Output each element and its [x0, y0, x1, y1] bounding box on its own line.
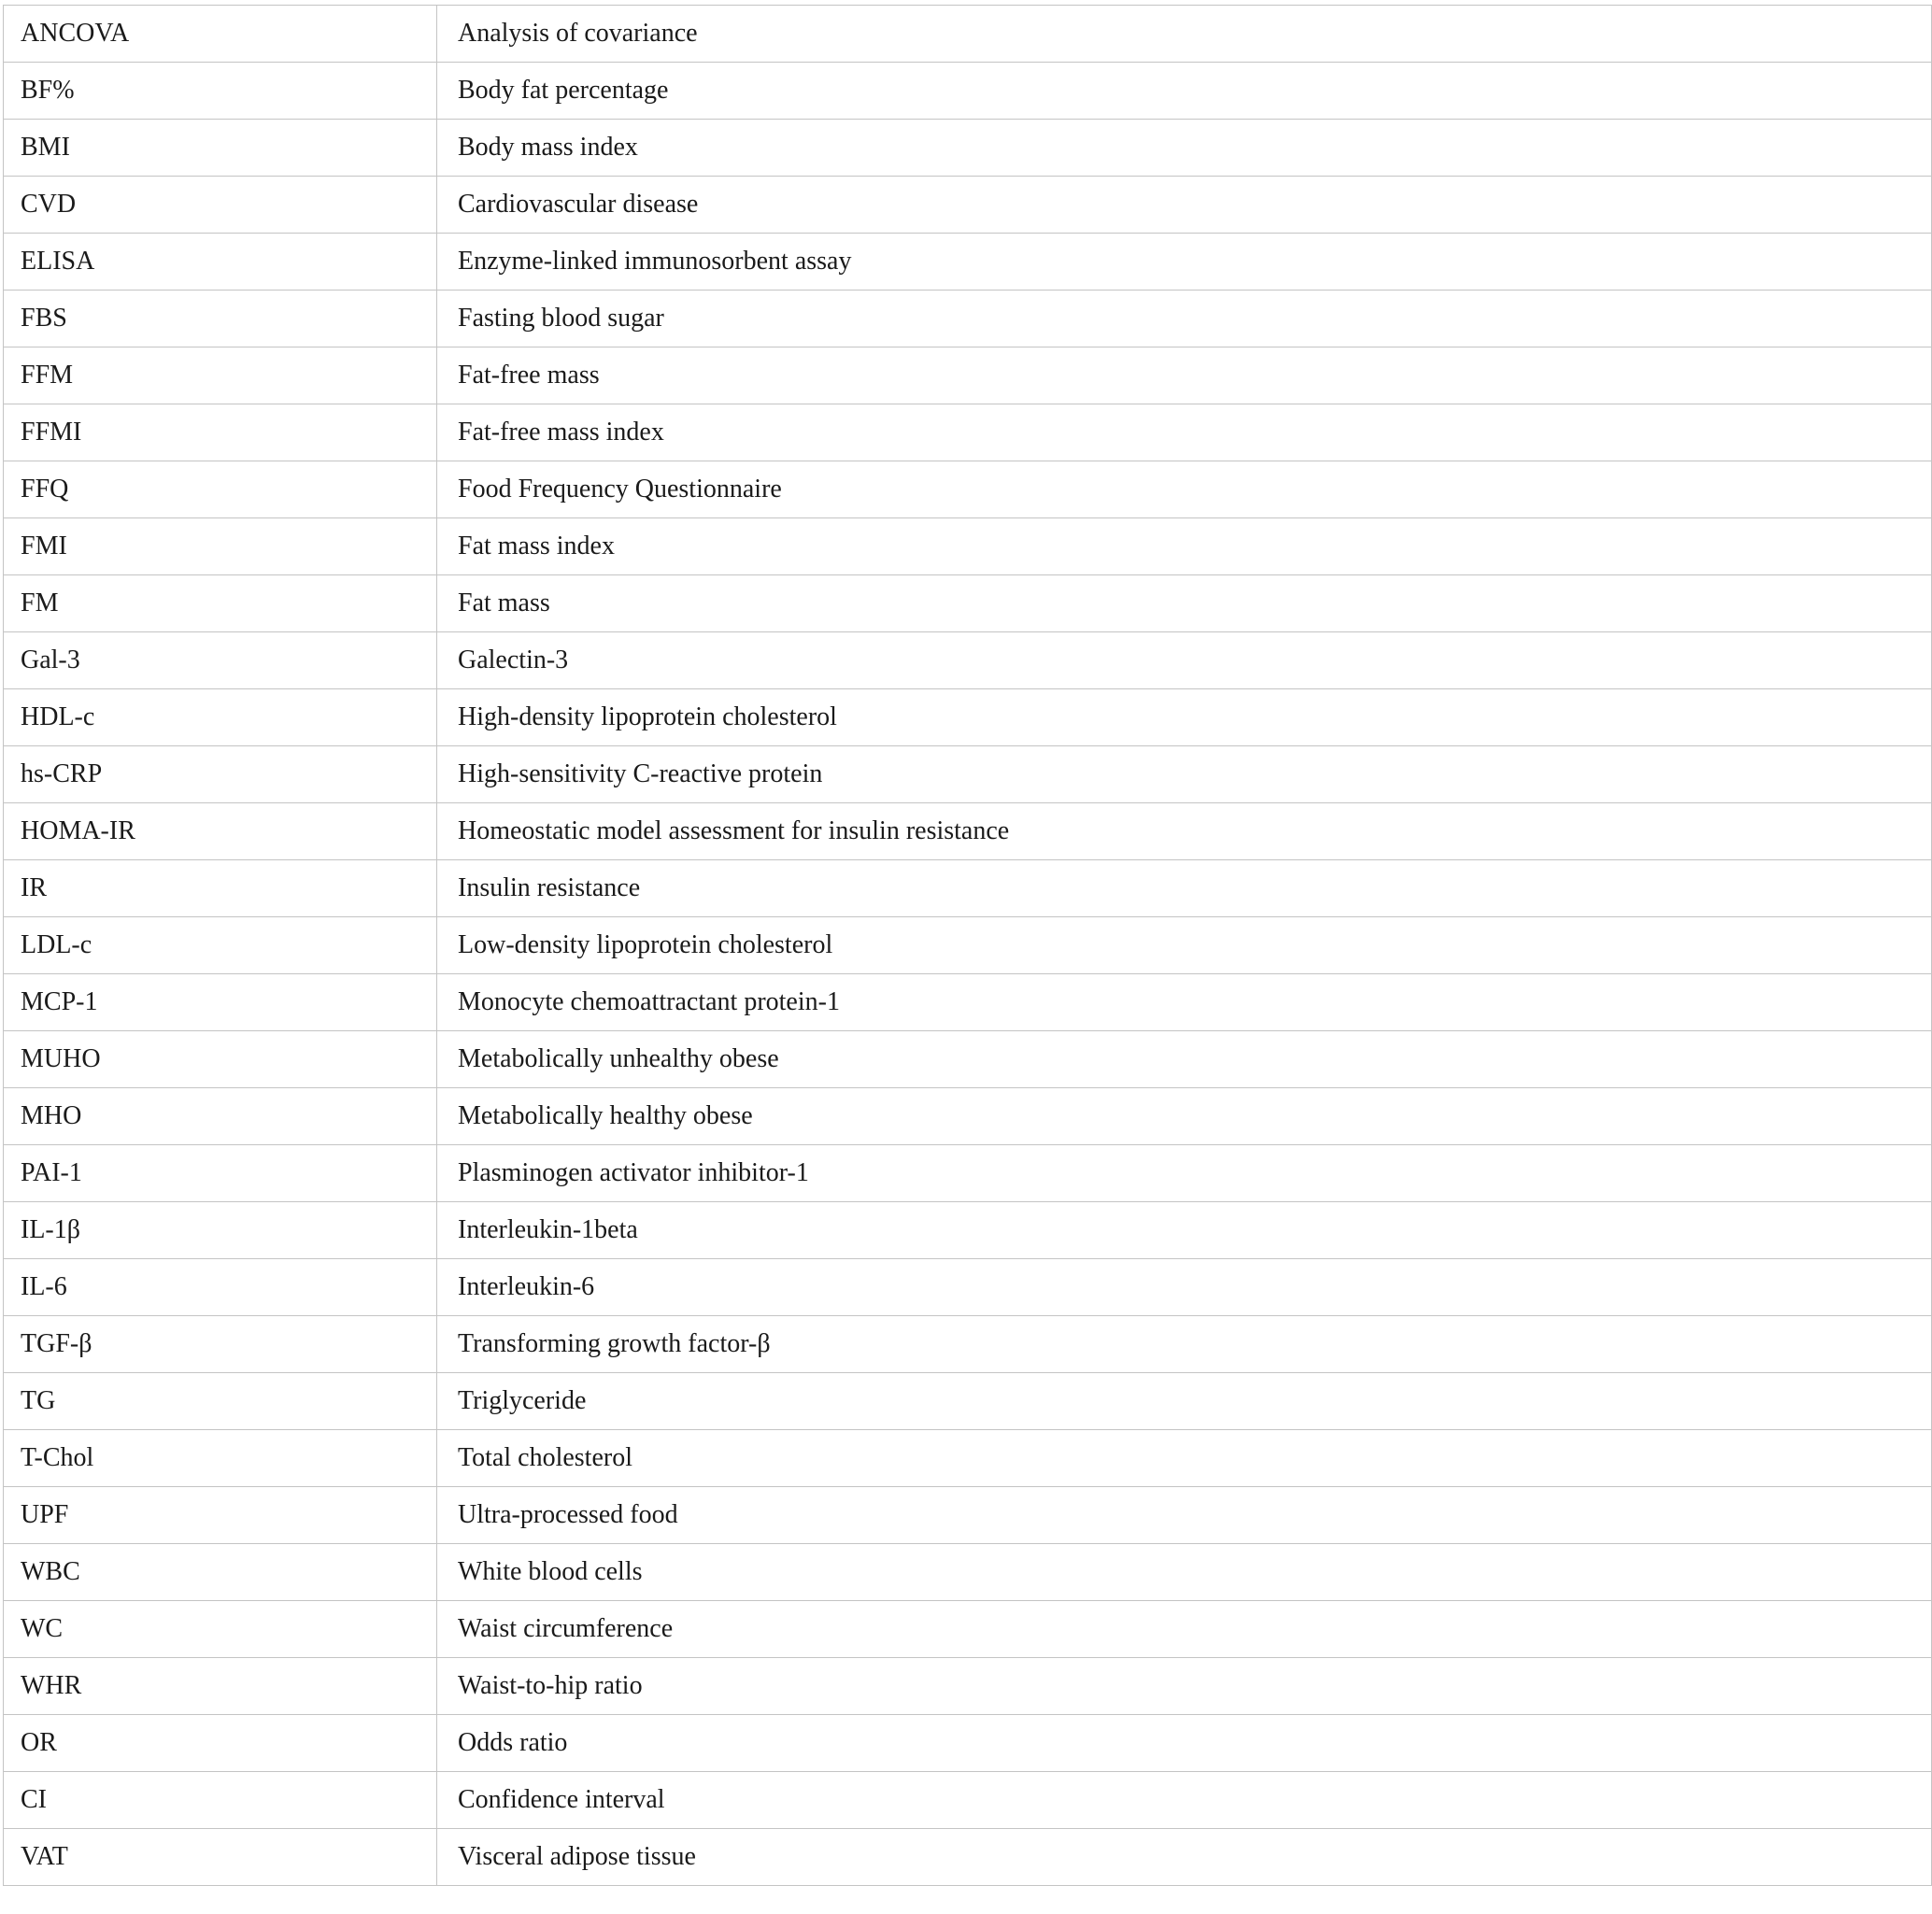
definition-cell: Cardiovascular disease	[437, 177, 1932, 234]
definition-cell: White blood cells	[437, 1544, 1932, 1601]
definition-cell: Confidence interval	[437, 1772, 1932, 1829]
definition-cell: Fat-free mass index	[437, 404, 1932, 461]
definition-cell: Triglyceride	[437, 1373, 1932, 1430]
table-row	[4, 1088, 1932, 1145]
abbreviation-cell: IR	[4, 860, 437, 917]
definition-cell: Odds ratio	[437, 1715, 1932, 1772]
table-row	[4, 1487, 1932, 1544]
abbreviation-cell: CVD	[4, 177, 437, 234]
abbreviation-cell: ELISA	[4, 234, 437, 291]
table-row	[4, 120, 1932, 177]
table-row	[4, 461, 1932, 518]
abbreviation-cell: ANCOVA	[4, 6, 437, 63]
table-row	[4, 518, 1932, 575]
table-row	[4, 404, 1932, 461]
definition-cell: Fat mass index	[437, 518, 1932, 575]
table-row	[4, 347, 1932, 404]
definition-cell: Metabolically unhealthy obese	[437, 1031, 1932, 1088]
abbreviation-cell: hs-CRP	[4, 746, 437, 803]
abbreviation-cell: BMI	[4, 120, 437, 177]
definition-cell: Interleukin-1beta	[437, 1202, 1932, 1259]
definition-cell: Body mass index	[437, 120, 1932, 177]
table-row	[4, 63, 1932, 120]
definition-cell: High-sensitivity C-reactive protein	[437, 746, 1932, 803]
abbreviation-cell: PAI-1	[4, 1145, 437, 1202]
abbreviation-cell: FMI	[4, 518, 437, 575]
abbreviations-table	[3, 5, 1932, 1886]
abbreviation-cell: HOMA-IR	[4, 803, 437, 860]
table-row	[4, 974, 1932, 1031]
abbreviation-cell: Gal-3	[4, 632, 437, 689]
table-row	[4, 177, 1932, 234]
table-row	[4, 1430, 1932, 1487]
definition-cell: Low-density lipoprotein cholesterol	[437, 917, 1932, 974]
table-row	[4, 6, 1932, 63]
abbreviation-cell: FFMI	[4, 404, 437, 461]
abbreviation-cell: FM	[4, 575, 437, 632]
table-row	[4, 1031, 1932, 1088]
abbreviation-cell: TG	[4, 1373, 437, 1430]
definition-cell: Body fat percentage	[437, 63, 1932, 120]
definition-cell: Monocyte chemoattractant protein-1	[437, 974, 1932, 1031]
definition-cell: Total cholesterol	[437, 1430, 1932, 1487]
table-row	[4, 1316, 1932, 1373]
abbreviation-cell: HDL-c	[4, 689, 437, 746]
abbreviation-cell: FFM	[4, 347, 437, 404]
abbreviation-cell: WHR	[4, 1658, 437, 1715]
definition-cell: Metabolically healthy obese	[437, 1088, 1932, 1145]
table-row	[4, 1829, 1932, 1886]
table-row	[4, 575, 1932, 632]
abbreviation-cell: TGF-β	[4, 1316, 437, 1373]
abbreviation-cell: IL-6	[4, 1259, 437, 1316]
definition-cell: Transforming growth factor-β	[437, 1316, 1932, 1373]
definition-cell: Enzyme-linked immunosorbent assay	[437, 234, 1932, 291]
table-row	[4, 917, 1932, 974]
definition-cell: Interleukin-6	[437, 1259, 1932, 1316]
table-row	[4, 632, 1932, 689]
abbreviation-cell: FFQ	[4, 461, 437, 518]
abbreviation-cell: CI	[4, 1772, 437, 1829]
definition-cell: Ultra-processed food	[437, 1487, 1932, 1544]
abbreviation-cell: T-Chol	[4, 1430, 437, 1487]
table-row	[4, 1259, 1932, 1316]
definition-cell: Fat mass	[437, 575, 1932, 632]
definition-cell: Fat-free mass	[437, 347, 1932, 404]
definition-cell: Analysis of covariance	[437, 6, 1932, 63]
definition-cell: High-density lipoprotein cholesterol	[437, 689, 1932, 746]
definition-cell: Waist circumference	[437, 1601, 1932, 1658]
abbreviation-cell: MHO	[4, 1088, 437, 1145]
abbreviation-cell: VAT	[4, 1829, 437, 1886]
definition-cell: Food Frequency Questionnaire	[437, 461, 1932, 518]
abbreviation-cell: MUHO	[4, 1031, 437, 1088]
abbreviation-cell: FBS	[4, 291, 437, 347]
abbreviation-cell: WBC	[4, 1544, 437, 1601]
table-row	[4, 803, 1932, 860]
abbreviation-cell: WC	[4, 1601, 437, 1658]
definition-cell: Insulin resistance	[437, 860, 1932, 917]
abbreviations-table-body	[4, 6, 1932, 1886]
definition-cell: Fasting blood sugar	[437, 291, 1932, 347]
table-row	[4, 1715, 1932, 1772]
table-row	[4, 1544, 1932, 1601]
abbreviation-cell: MCP-1	[4, 974, 437, 1031]
table-row	[4, 1202, 1932, 1259]
definition-cell: Visceral adipose tissue	[437, 1829, 1932, 1886]
table-row	[4, 1658, 1932, 1715]
definition-cell: Galectin-3	[437, 632, 1932, 689]
abbreviation-cell: LDL-c	[4, 917, 437, 974]
abbreviation-cell: BF%	[4, 63, 437, 120]
definition-cell: Plasminogen activator inhibitor-1	[437, 1145, 1932, 1202]
table-row	[4, 1145, 1932, 1202]
table-row	[4, 1772, 1932, 1829]
table-row	[4, 234, 1932, 291]
table-row	[4, 746, 1932, 803]
table-row	[4, 1601, 1932, 1658]
abbreviation-cell: UPF	[4, 1487, 437, 1544]
table-row	[4, 689, 1932, 746]
table-row	[4, 291, 1932, 347]
abbreviation-cell: OR	[4, 1715, 437, 1772]
abbreviation-cell: IL-1β	[4, 1202, 437, 1259]
definition-cell: Homeostatic model assessment for insulin resistance	[437, 803, 1932, 860]
table-row	[4, 1373, 1932, 1430]
table-row	[4, 860, 1932, 917]
definition-cell: Waist-to-hip ratio	[437, 1658, 1932, 1715]
